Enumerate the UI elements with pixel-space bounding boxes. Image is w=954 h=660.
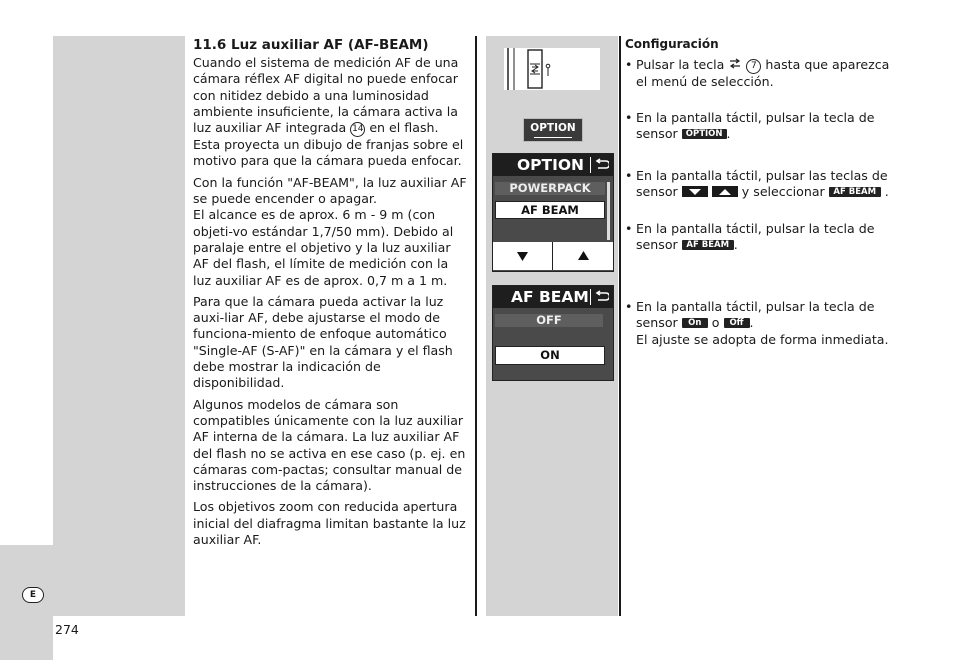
step4-period: .	[733, 237, 738, 253]
back-icon	[595, 290, 609, 304]
menu-scrollbar	[607, 182, 610, 240]
option-on: ON	[495, 346, 605, 365]
bullet-dot-1: •	[625, 57, 633, 72]
bullet-dot-5: •	[625, 299, 633, 314]
option-button-label: OPTION	[530, 122, 576, 134]
scroll-down-button	[493, 242, 553, 270]
paragraph-5: Algunos modelos de cámara son compatibles únicamente con la luz auxiliar AF interna de la cámara. La luz auxiliar AF del flash no se activa en ese caso (p. ej. en cámaras com-pactas; consultar manual de instrucciones de la cámara).	[193, 396, 466, 494]
paragraph-4: Para que la cámara pueda activar la luz auxi-liar AF, debe ajustarse el modo de funciona-miento de enfoque automático "Single-AF (S-AF)" en la cámara y el flash debe mostrar la indicación de disponibilidad.	[193, 293, 453, 391]
menu-item-powerpack: POWERPACK	[495, 182, 605, 195]
down-arrow-chip	[682, 186, 708, 197]
header-divider	[590, 157, 591, 173]
option-menu-header: OPTION	[493, 154, 613, 176]
af-beam-chip-2: AF BEAM	[682, 240, 734, 250]
down-arrow-icon	[493, 242, 552, 270]
bullet-dot-3: •	[625, 168, 633, 183]
option-button-underline	[534, 137, 572, 138]
menu-toggle-icon	[728, 58, 742, 70]
paragraph-3: El alcance es de aprox. 6 m - 9 m (con objeti-vo estándar 1,7/50 mm). Debido al paralaje entre el objetivo y la luz auxiliar AF del flash, el límite de medición con la luz auxiliar AF es de aprox. 0,7 m a 1 m.	[193, 207, 454, 288]
page-number: 274	[55, 622, 79, 637]
reference-number: 14	[350, 122, 365, 137]
step5-period: .	[749, 315, 754, 331]
down-triangle-icon	[682, 186, 708, 197]
up-arrow-chip	[712, 186, 738, 197]
af-beam-header: AF BEAM	[493, 286, 613, 308]
step1-number: 7	[746, 59, 761, 74]
option-menu-screen	[492, 153, 614, 272]
left-margin-gray	[53, 36, 185, 616]
paragraph-6: Los objetivos zoom con reducida apertura inicial del diafragma limitan bastante la luz auxiliar AF.	[193, 499, 466, 548]
step3-period: .	[884, 184, 889, 200]
section-body	[193, 55, 469, 548]
up-triangle-icon	[712, 186, 738, 197]
main-text-column	[193, 37, 469, 553]
scroll-up-button	[553, 242, 613, 270]
paragraph-2: Con la función "AF-BEAM", la luz auxiliar AF se puede encender o apagar.	[193, 174, 467, 207]
option-chip: OPTION	[682, 129, 727, 139]
on-chip: On	[682, 318, 708, 328]
config-step-3: • En la pantalla táctil, pulsar las teclas de sensor y seleccionar AF BEAM .	[625, 168, 889, 200]
column-separator	[475, 36, 477, 616]
af-beam-chip: AF BEAM	[829, 187, 881, 197]
flash-button-drawing	[504, 48, 600, 90]
step2-period: .	[726, 126, 731, 142]
config-step-5: • En la pantalla táctil, pulsar la tecla de sensor On o Off . El ajuste se adopta de forma inmediata.	[625, 299, 889, 347]
up-arrow-icon	[553, 242, 613, 270]
flash-button-figure	[504, 48, 600, 90]
menu-item-af-beam: AF BEAM	[495, 201, 605, 219]
header-divider	[590, 289, 591, 305]
language-badge: E	[22, 587, 44, 603]
config-step-2: • En la pantalla táctil, pulsar la tecla de sensor OPTION .	[625, 110, 875, 142]
option-off: OFF	[495, 314, 603, 327]
config-step-4: • En la pantalla táctil, pulsar la tecla de sensor AF BEAM .	[625, 221, 875, 253]
paragraph-1: Cuando el sistema de medición AF de una cámara réflex AF digital no puede enfocar con nitidez debido a una luminosidad ambiente insuficiente, la cámara activa la luz auxiliar AF integrada 14 en el flash. Esta proyecta un dibujo de franjas sobre el motivo para que la cámara pueda enfocar.	[193, 55, 464, 169]
af-beam-screen	[492, 285, 614, 381]
column-separator-right	[619, 36, 621, 616]
config-title: Configuración	[625, 37, 719, 51]
config-step-1: • Pulsar la tecla 7 hasta que aparezca el menú de selección.	[625, 57, 890, 89]
bullet-dot-2: •	[625, 110, 633, 125]
section-title: 11.6 Luz auxiliar AF (AF-BEAM)	[193, 37, 429, 53]
option-button-illustration	[523, 118, 583, 142]
back-icon	[595, 158, 609, 172]
off-chip: Off	[724, 318, 750, 328]
bullet-dot-4: •	[625, 221, 633, 236]
